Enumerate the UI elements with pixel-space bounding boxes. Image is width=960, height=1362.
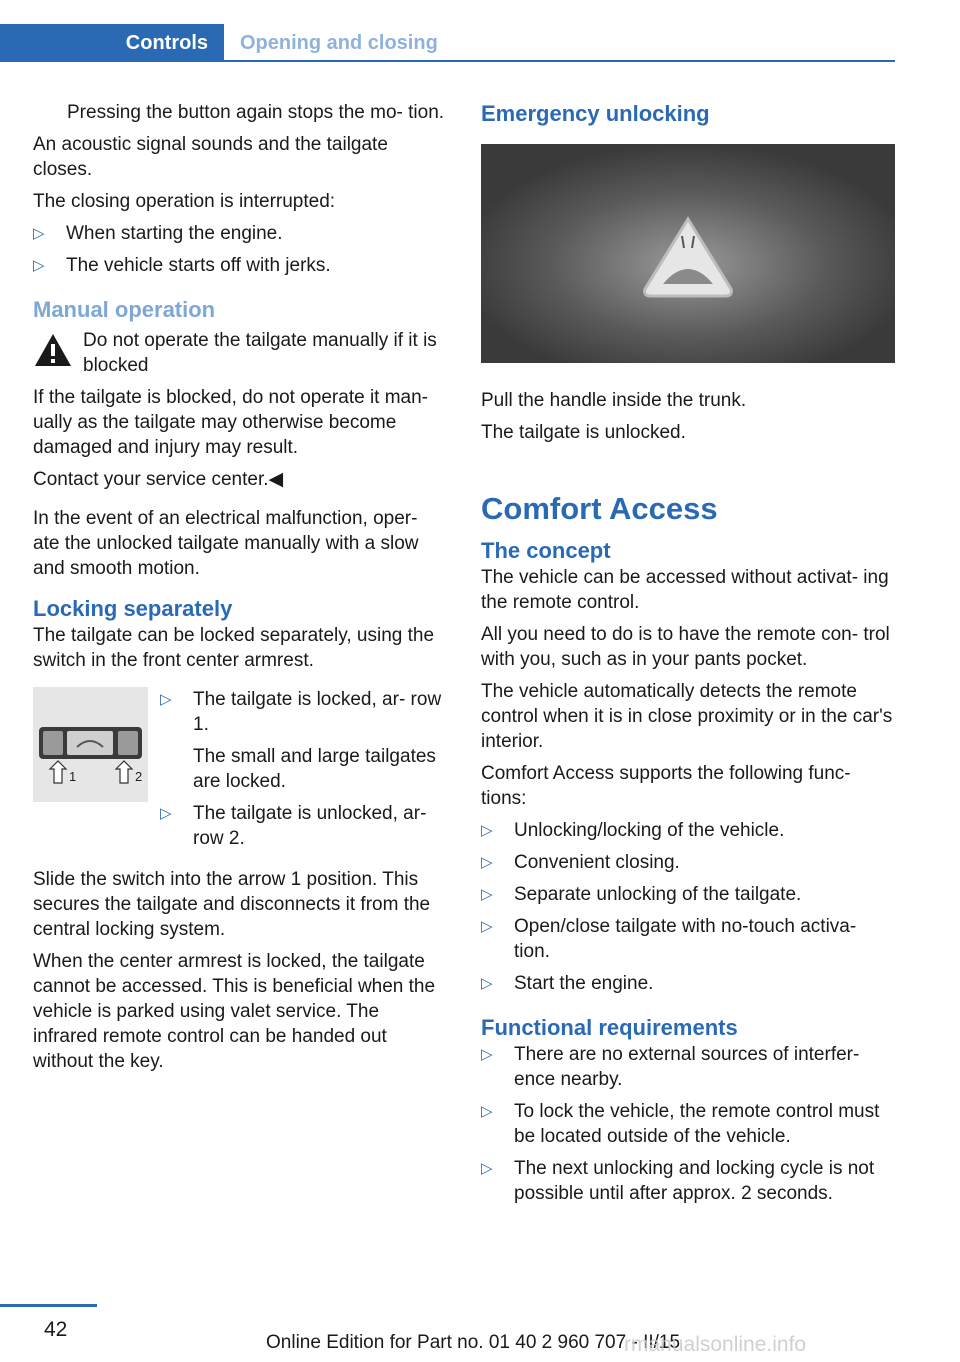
paragraph: If the tailgate is blocked, do not operate it man‐ ually as the tailgate may otherwise become damaged and injury may result. bbox=[33, 387, 429, 458]
list-item: ▷ Start the engine. bbox=[481, 973, 654, 994]
list-item: ▷ Open/close tailgate with no-touch activa‐ tion. bbox=[481, 916, 857, 962]
heading-locking-separately: Locking separately bbox=[33, 596, 233, 621]
emergency-handle-photo bbox=[481, 144, 895, 363]
triangle-right-icon: ▷ bbox=[160, 691, 172, 708]
switch-figure-block bbox=[33, 687, 445, 867]
paragraph: Pull the handle inside the trunk. bbox=[481, 390, 747, 411]
list-item: ▷ Separate unlocking of the tailgate. bbox=[481, 884, 802, 905]
paragraph: Contact your service center.◀ bbox=[33, 469, 284, 490]
page-number: 42 bbox=[44, 1318, 68, 1341]
list-item: ▷ Convenient closing. bbox=[481, 852, 680, 873]
heading-emergency-unlocking: Emergency unlocking bbox=[481, 101, 710, 126]
paragraph: An acoustic signal sounds and the tailgate closes. bbox=[33, 134, 388, 180]
warning-title: Do not operate the tailgate manually if it is blocked bbox=[83, 330, 437, 376]
edition-line: Online Edition for Part no. 01 40 2 960 707 - II/15 bbox=[266, 1332, 681, 1353]
tailgate-switch-image bbox=[33, 687, 148, 802]
paragraph: When the center armrest is locked, the tailgate cannot be accessed. This is beneficial when the vehicle is parked using valet service. The infrared remote control can be handed out without the key. bbox=[33, 951, 436, 1072]
switch-label-1: 1 bbox=[69, 769, 77, 784]
triangle-right-icon: ▷ bbox=[481, 822, 493, 839]
list-item: ▷ The next unlocking and locking cycle is not possible until after approx. 2 seconds. bbox=[481, 1158, 875, 1204]
list-item: ▷ When starting the engine. bbox=[33, 223, 283, 244]
right-column bbox=[481, 100, 895, 1213]
heading-manual-operation: Manual operation bbox=[33, 297, 216, 322]
paragraph: The closing operation is interrupted: bbox=[33, 191, 336, 212]
paragraph: Pressing the button again stops the mo‐ tion. bbox=[67, 102, 445, 123]
page-header bbox=[0, 24, 895, 62]
list-item: ▷ Unlocking/locking of the vehicle. bbox=[481, 820, 785, 841]
triangle-right-icon: ▷ bbox=[481, 918, 493, 935]
paragraph: Slide the switch into the arrow 1 position. This secures the tailgate and disconnects it from the central locking system. bbox=[33, 869, 431, 940]
triangle-right-icon: ▷ bbox=[160, 805, 172, 822]
triangle-right-icon: ▷ bbox=[481, 886, 493, 903]
section-tab-controls[interactable]: Controls bbox=[0, 24, 224, 62]
triangle-right-icon: ▷ bbox=[481, 854, 493, 871]
paragraph: The tailgate is unlocked. bbox=[481, 422, 686, 443]
paragraph: The vehicle can be accessed without activat‐ ing the remote control. bbox=[481, 567, 889, 613]
paragraph: In the event of an electrical malfunction, oper‐ ate the unlocked tailgate manually with a slow and smooth motion. bbox=[33, 508, 419, 579]
watermark: rmanualsonline.info bbox=[624, 1333, 807, 1356]
list-item: ▷ There are no external sources of interfer‐ ence nearby. bbox=[481, 1044, 860, 1090]
switch-label-2: 2 bbox=[135, 769, 143, 784]
triangle-right-icon: ▷ bbox=[481, 1103, 493, 1120]
warning-triangle-icon bbox=[33, 332, 73, 368]
list-item: ▷ To lock the vehicle, the remote control must be located outside of the vehicle. bbox=[481, 1101, 880, 1147]
triangle-right-icon: ▷ bbox=[481, 1160, 493, 1177]
triangle-right-icon: ▷ bbox=[481, 975, 493, 992]
paragraph: The tailgate can be locked separately, using the switch in the front center armrest. bbox=[33, 625, 435, 671]
footer-rule bbox=[0, 1304, 97, 1307]
heading-the-concept: The concept bbox=[481, 538, 611, 563]
section-tab-opening-closing[interactable]: Opening and closing bbox=[240, 32, 438, 54]
triangle-right-icon: ▷ bbox=[33, 257, 45, 274]
paragraph: Comfort Access supports the following func‐ tions: bbox=[481, 763, 851, 809]
warning-block bbox=[33, 328, 445, 378]
heading-comfort-access: Comfort Access bbox=[481, 491, 718, 526]
paragraph: All you need to do is to have the remote con‐ trol with you, such as in your pants pocket. bbox=[481, 624, 890, 670]
list-item: ▷ The tailgate is locked, ar‐ row 1. The small and large tailgates are locked. bbox=[160, 689, 442, 792]
list-item: ▷ The vehicle starts off with jerks. bbox=[33, 255, 331, 276]
left-column bbox=[33, 100, 445, 1081]
list-item: ▷ The tailgate is unlocked, ar‐ row 2. bbox=[160, 803, 427, 849]
heading-functional-requirements: Functional requirements bbox=[481, 1015, 738, 1040]
triangle-right-icon: ▷ bbox=[481, 1046, 493, 1063]
triangle-right-icon: ▷ bbox=[33, 225, 45, 242]
paragraph: The vehicle automatically detects the remote control when it is in close proximity or in the car's interior. bbox=[481, 681, 893, 752]
